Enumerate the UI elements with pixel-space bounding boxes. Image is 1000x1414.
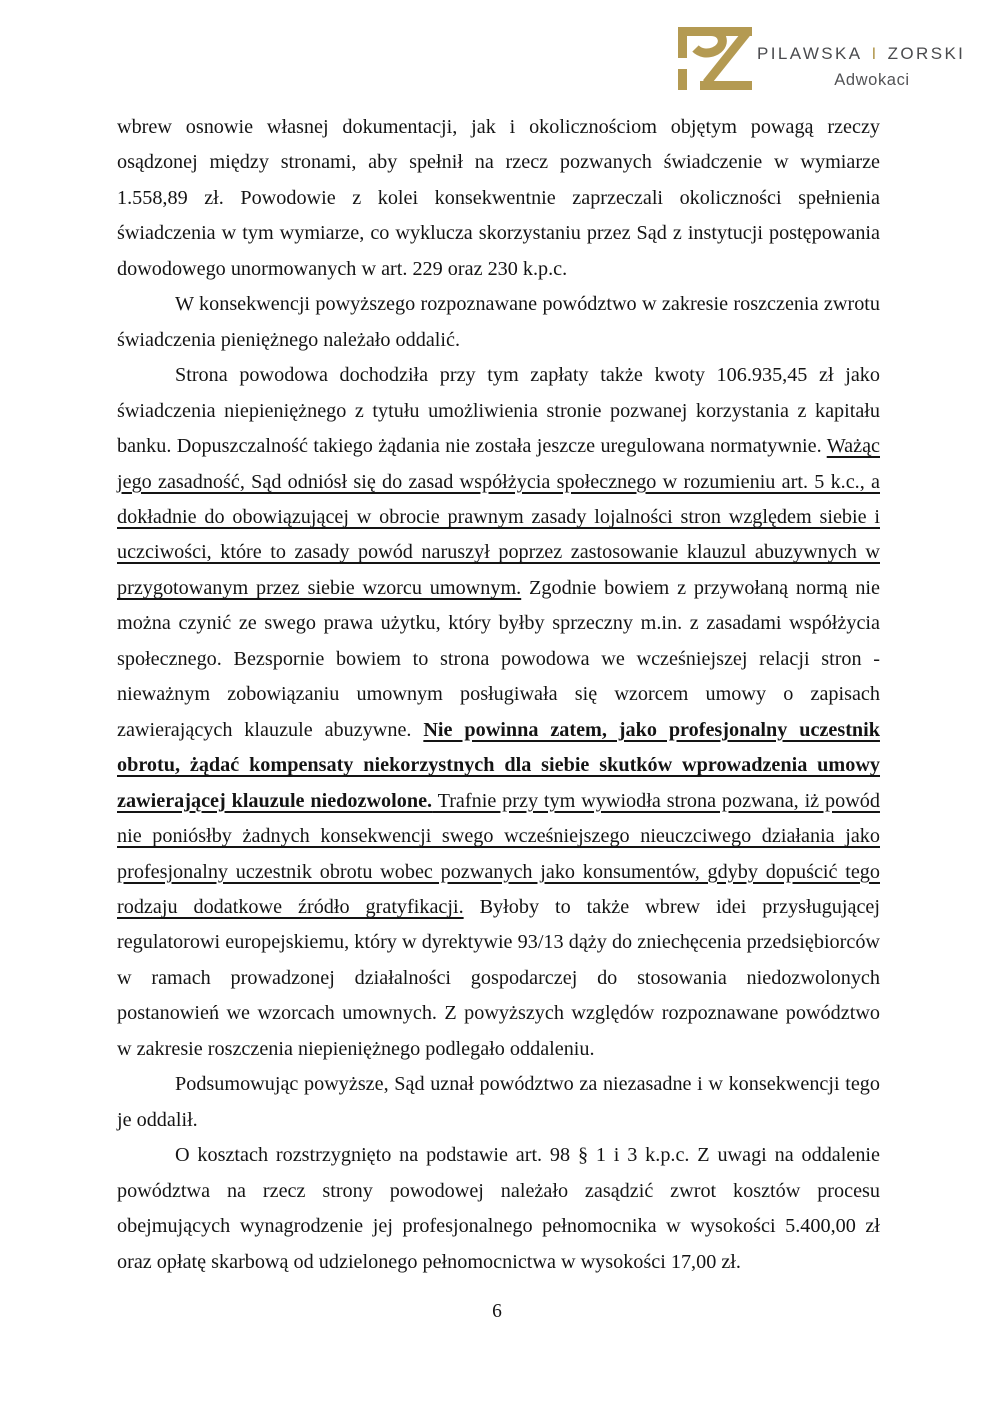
firm-name (757, 44, 987, 64)
text-run-normal: O kosztach rozstrzygnięto na podstawie art. 98 § 1 i 3 k.p.c. Z uwagi na oddalenie powództwa na rzecz strony powodowej należało zasądzić zwrot kosztów procesu obejmujących wynagrodzenie jej profesjonalnego pełnomocnika w wysokości 5.400,00 zł oraz opłatę skarbową od udzielonego pełnomocnictwa w wysokości 17,00 zł. (117, 1144, 880, 1273)
text-run-normal: Zgodnie bowiem z przywołaną normą nie można czynić ze swego prawa użytku, który byłby sprzeczny m.in. z zasadami współżycia społecznego. Bezspornie bowiem to strona powodowa we wcześniejszej relacji stron - nieważnym zobowiązaniu umownym posługiwała się wzorcem umowy o zapisach zawierających klauzule abuzywne. (117, 576, 880, 741)
letterhead (0, 0, 1000, 105)
pz-logo-icon (678, 27, 752, 90)
paragraph (117, 1138, 880, 1280)
firm-name-block (757, 44, 987, 90)
firm-name-separator: I (871, 44, 879, 63)
text-run-normal: Strona powodowa dochodziła przy tym zapłaty także kwoty 106.935,45 zł jako świadczenia niepieniężnego z tytułu umożliwienia stronie pozwanej korzystania z kapitału banku. Dopuszczalność takiego żądania nie została jeszcze uregulowana normatywnie. (117, 364, 880, 458)
paragraph (117, 1067, 880, 1138)
firm-subtitle: Adwokaci (834, 71, 910, 89)
text-run-normal: Byłoby to także wbrew idei przysługującej regulatorowi europejskiemu, który w dyrektywie 93/13 dąży do zniechęcenia przedsiębiorców w ramach prowadzonej działalności gospodarczej do stosowania niedozwolonych postanowień we wzorcach umownych. Z powyższych względów rozpoznawane powództwo w zakresie roszczenia niepieniężnego podlegało oddaleniu. (117, 895, 881, 1060)
text-run-normal: wbrew osnowie własnej dokumentacji, jak i okolicznościom objętym powagą rzeczy osądzonej między stronami, aby spełnił na rzecz pozwanych świadczenie w wymiarze 1.558,89 zł. Powodowie z kolei konsekwentnie zaprzeczali okoliczności spełnienia świadczenia w tym wymiarze, co wyklucza skorzystaniu przez Sąd z instytucji postępowania dowodowego unormowanych w art. 229 oraz 230 k.p.c. (117, 116, 880, 280)
text-run-underline: Trafnie przy tym wywiodła strona pozwana, iż powód nie poniósłby żadnych konsekwencji swego wcześniejszego nieuczciwego działania jako profesjonalny uczestnik obrotu wobec pozwanych jako konsumentów, gdyby dopuścić tego rodzaju dodatkowe źródło gratyfikacji. (117, 789, 880, 918)
paragraph (117, 358, 880, 1067)
firm-name-left: PILAWSKA (757, 44, 863, 63)
paragraph (117, 110, 880, 287)
document-body (117, 110, 880, 1280)
text-run-normal: Podsumowując powyższe, Sąd uznał powództwo za niezasadne i w konsekwencji tego je oddalił. (117, 1073, 880, 1131)
paragraph (117, 287, 880, 358)
text-run-normal: W konsekwencji powyższego rozpoznawane powództwo w zakresie roszczenia zwrotu świadczenia pieniężnego należało oddalić. (117, 293, 880, 351)
text-run-bold-underline: Nie powinna zatem, jako profesjonalny uczestnik obrotu, żądać kompensaty niekorzystnych dla siebie skutków wprowadzenia umowy zawierającej klauzule niedozwolone. (117, 718, 880, 812)
text-run-underline: Ważąc jego zasadność, Sąd odniósł się do zasad współżycia społecznego w rozumieniu art. 5 k.c., a dokładnie do obowiązującej w obrocie prawnym zasady lojalności stron względem siebie i uczciwości, które to zasady powód naruszył poprzez zastosowanie klauzul abuzywnych w przygotowanym przez siebie wzorcu umownym. (117, 435, 880, 599)
page-number: 6 (492, 1301, 502, 1322)
firm-name-right: ZORSKI (887, 44, 966, 63)
